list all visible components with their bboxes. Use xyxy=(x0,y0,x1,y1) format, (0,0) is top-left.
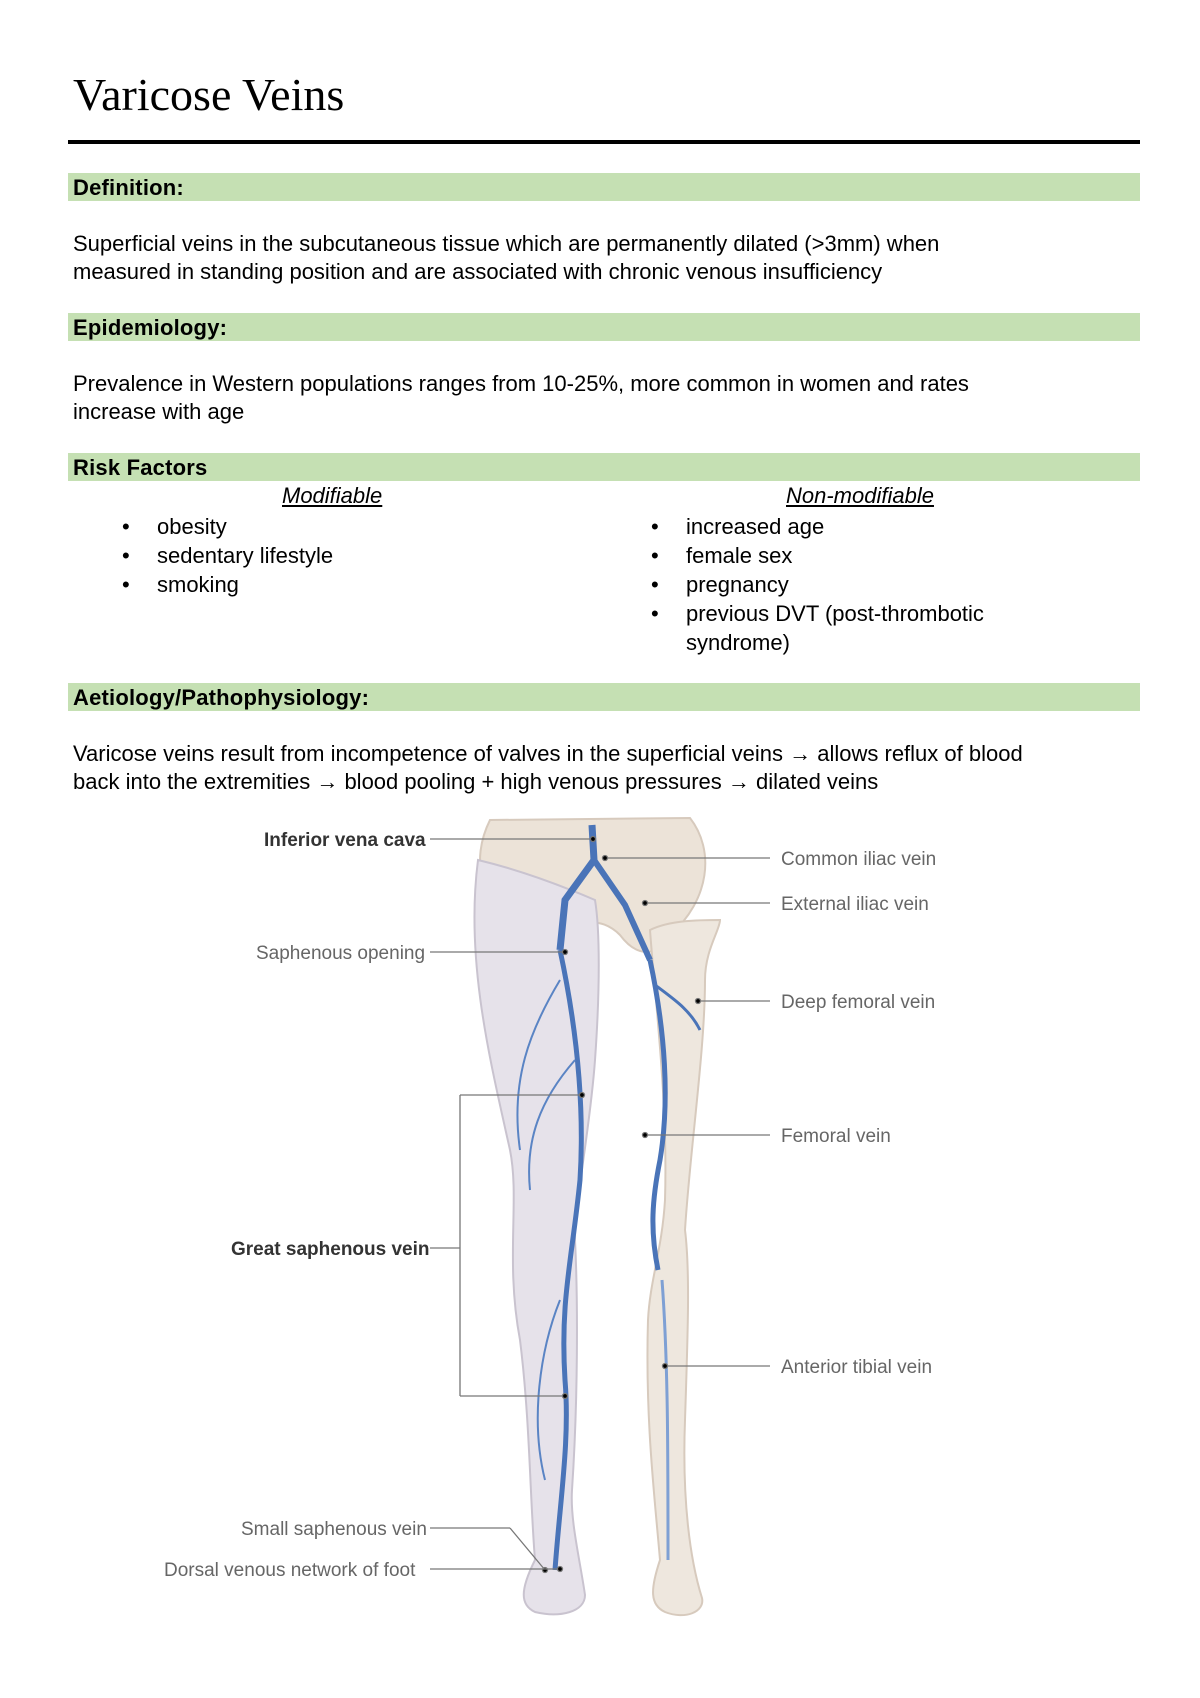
page-title: Varicose Veins xyxy=(73,69,345,120)
epidemiology-line-1: Prevalence in Western populations ranges from 10-25%, more common in women and rates xyxy=(73,371,969,396)
risk-factors-header xyxy=(68,453,1140,481)
aetiology-line-2: back into the extremities → blood pooling + high venous pressures → dilated veins xyxy=(73,769,879,794)
label-femoral-vein: Femoral vein xyxy=(781,1126,891,1147)
definition-heading: Definition: xyxy=(73,175,184,200)
epidemiology-text xyxy=(73,370,1133,426)
label-saphenous-opening: Saphenous opening xyxy=(256,943,426,964)
definition-text xyxy=(73,230,1133,286)
risk-factors-heading: Risk Factors xyxy=(73,455,208,480)
list-item: • female sex xyxy=(686,541,984,570)
list-item: • pregnancy xyxy=(686,570,984,599)
aetiology-header xyxy=(68,683,1140,711)
list-item: • sedentary lifestyle xyxy=(157,541,333,570)
label-dorsal-venous-network: Dorsal venous network of foot xyxy=(164,1560,416,1581)
non-modifiable-list xyxy=(686,512,984,628)
definition-line-1: Superficial veins in the subcutaneous tissue which are permanently dilated (>3mm) when xyxy=(73,231,940,256)
list-item: • increased age xyxy=(686,512,984,541)
label-inferior-vena-cava: Inferior vena cava xyxy=(264,830,426,851)
label-anterior-tibial-vein: Anterior tibial vein xyxy=(781,1357,933,1378)
label-common-iliac-vein: Common iliac vein xyxy=(781,849,937,870)
non-modifiable-continuation: syndrome) xyxy=(686,630,790,655)
epidemiology-line-2: increase with age xyxy=(73,399,245,424)
list-item: • previous DVT (post-thrombotic xyxy=(686,599,984,628)
label-small-saphenous-vein: Small saphenous vein xyxy=(241,1519,427,1540)
non-modifiable-heading: Non-modifiable xyxy=(786,483,934,508)
definition-header xyxy=(68,173,1140,201)
aetiology-heading: Aetiology/Pathophysiology: xyxy=(73,685,370,710)
label-external-iliac-vein: External iliac vein xyxy=(781,894,929,915)
definition-line-2: measured in standing position and are associated with chronic venous insufficiency xyxy=(73,259,883,284)
list-item: • obesity xyxy=(157,512,333,541)
title-rule xyxy=(68,140,1140,144)
modifiable-heading: Modifiable xyxy=(282,483,383,508)
aetiology-text xyxy=(73,740,1133,796)
list-item: • smoking xyxy=(157,570,333,599)
modifiable-list xyxy=(157,512,333,599)
epidemiology-header xyxy=(68,313,1140,341)
right-leg-skin xyxy=(474,860,598,1614)
label-deep-femoral-vein: Deep femoral vein xyxy=(781,992,936,1013)
leg-veins-illustration xyxy=(0,810,1200,1630)
aetiology-line-1: Varicose veins result from incompetence of valves in the superficial veins → allows reflux of blood xyxy=(73,741,1023,766)
label-great-saphenous-vein: Great saphenous vein xyxy=(231,1239,430,1260)
epidemiology-heading: Epidemiology: xyxy=(73,315,228,340)
